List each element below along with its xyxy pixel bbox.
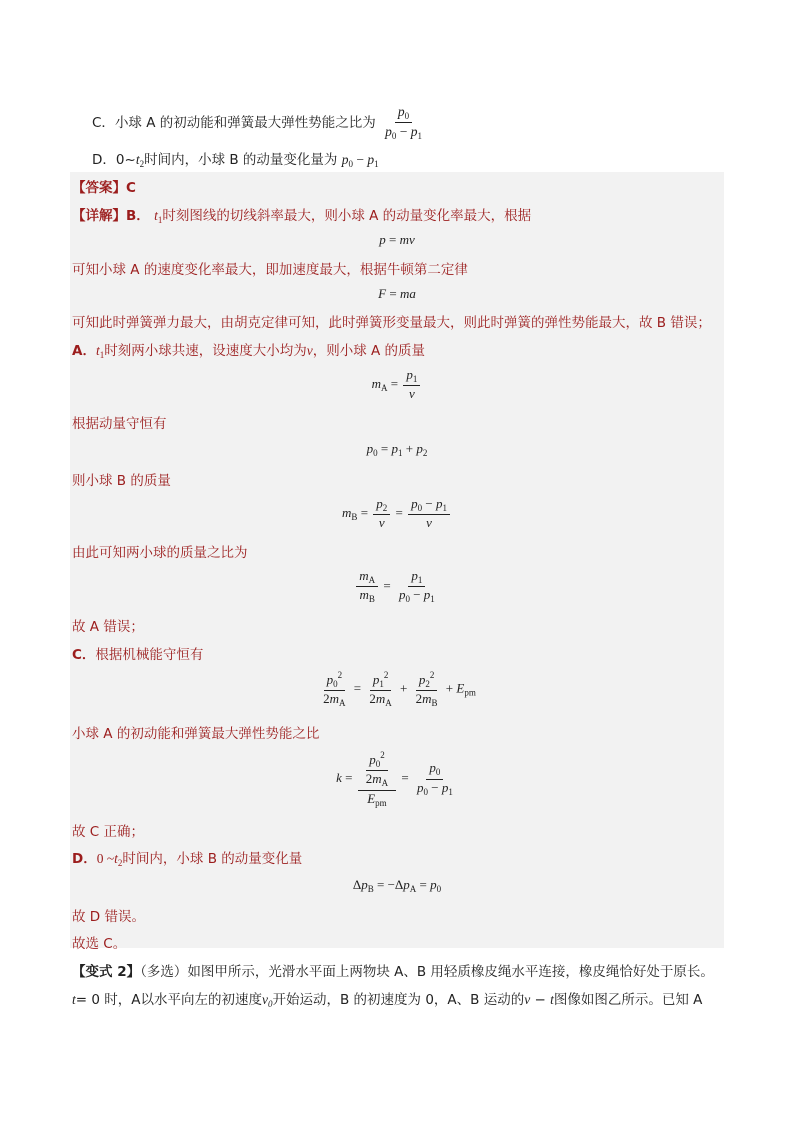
eq-p-mv: p = mv (379, 232, 415, 247)
option-c-formula: $\frac{p_0}{p_0 - p_1}$ (385, 104, 422, 142)
detail-a-text-b: ，则小球 A 的质量 (312, 343, 426, 359)
detail-a-text3: 则小球 B 的质量 (72, 473, 171, 489)
detail-d-text-pre: 0 ~ (96, 851, 115, 866)
variant-text2a: = 0 时，A以水平向左的初速度 (75, 992, 262, 1008)
detail-d-head: D． (72, 851, 97, 867)
option-d-label: D． (92, 152, 116, 168)
detail-c-text2: 小球 A 的初动能和弹簧最大弹性势能之比 (72, 726, 320, 742)
variant-text1: 如图甲所示，光滑水平面上两物块 A、B 用轻质橡皮绳水平连接，橡皮绳恰好处于原长。 (187, 964, 714, 980)
eq-mass-ratio: $\frac{m_A}{m_B}$ = $\frac{p_1}{p_0 - p_1}$ (70, 569, 724, 605)
variant-line1 (72, 960, 714, 980)
option-d-text: 时间内，小球 B 的动量变化量为 (144, 152, 338, 168)
eq-f-ma: F = ma (378, 286, 416, 301)
eq-k-ratio: k = $\frac{\frac{p_0^2}{2m_A}}{E_{pm}}$ = $\frac{p_0}{p_0 - p_1}$ (336, 750, 453, 808)
option-c-text: 小球 A 的初动能和弹簧最大弹性势能之比为 (114, 114, 376, 131)
answer-label: 【答案】 (72, 180, 126, 196)
detail-b-head: B． (126, 208, 150, 224)
final-answer: 故选 C。 (72, 936, 127, 952)
option-d: D．$0\sim t_2$时间内，小球 B 的动量变化量为 $p_0 - p_1$ (92, 152, 379, 169)
option-c-label: C． (92, 114, 115, 131)
eq-energy: $\frac{p_0^2}{2m_A}$ = $\frac{p_1^2}{2m_A}$ + $\frac{p_2^2}{2m_B}$ + $E_{pm}$ (323, 670, 476, 709)
eq-momentum: $p_0 = p_1 + p_2$ (366, 441, 428, 458)
variant-tag: （多选） (140, 964, 188, 980)
variant-line2: t= 0 时，A以水平向左的初速度$v_0$开始运动，B 的初速度为 0，A、B 运动的v − t图像如图乙所示。已知 A (72, 992, 703, 1009)
variant-text2c: 图像如图乙所示。已知 A (553, 992, 703, 1008)
option-d-formula: $p_0 - p_1$ (341, 152, 379, 169)
detail-c-text: 根据机械能守恒有 (95, 647, 204, 663)
detail-a-conclusion: 故 A 错误； (72, 619, 144, 635)
answer-line (72, 176, 136, 196)
detail-a-text2: 根据动量守恒有 (72, 416, 167, 432)
detail-a-text4: 由此可知两小球的质量之比为 (72, 545, 248, 561)
detail-a-head: A． (72, 343, 96, 359)
detail-c-head: C． (72, 647, 96, 663)
option-c (92, 104, 427, 142)
detail-b-text3: 可知此时弹簧弹力最大，由胡克定律可知，此时弹簧形变量最大，则此时弹簧的弹性势能最大，故 B 错误； (72, 315, 711, 331)
detail-c-line (72, 643, 203, 663)
detail-b-text: 时刻图线的切线斜率最大，则小球 A 的动量变化率最大，根据 (162, 208, 532, 224)
detail-a-line: A．$t_1$时刻两小球共速，设速度大小均为v，则小球 A 的质量 (72, 343, 426, 360)
eq-delta-p: $\Delta p_B = -\Delta p_A = p_0$ (352, 877, 442, 894)
detail-a-text: 时刻两小球共速，设速度大小均为 (104, 343, 307, 359)
option-d-text-pre: 0~ (115, 152, 136, 168)
answer-value: C (126, 180, 136, 196)
eq-mb: $m_B$ = $\frac{p_2}{v}$ = $\frac{p_0 - p_1}{v}$ (70, 497, 724, 531)
detail-label: 【详解】 (72, 208, 126, 224)
detail-d-line: D．0 $\sim t_2$时间内，小球 B 的动量变化量 (72, 851, 303, 868)
detail-d-text: 时间内，小球 B 的动量变化量 (122, 851, 303, 867)
detail-d-conclusion: 故 D 错误。 (72, 909, 145, 925)
variant-text2b: 开始运动，B 的初速度为 0，A、B 运动的 (272, 992, 525, 1008)
detail-b-line: 【详解】B． $t_1$时刻图线的切线斜率最大，则小球 A 的动量变化率最大，根据 (72, 208, 532, 225)
variant-label: 【变式 2】 (72, 964, 141, 980)
eq-ma: $m_A$ = $\frac{p_1}{v}$ (70, 368, 724, 402)
detail-b-text2: 可知小球 A 的速度变化率最大，即加速度最大，根据牛顿第二定律 (72, 262, 468, 278)
detail-c-conclusion: 故 C 正确； (72, 824, 145, 840)
